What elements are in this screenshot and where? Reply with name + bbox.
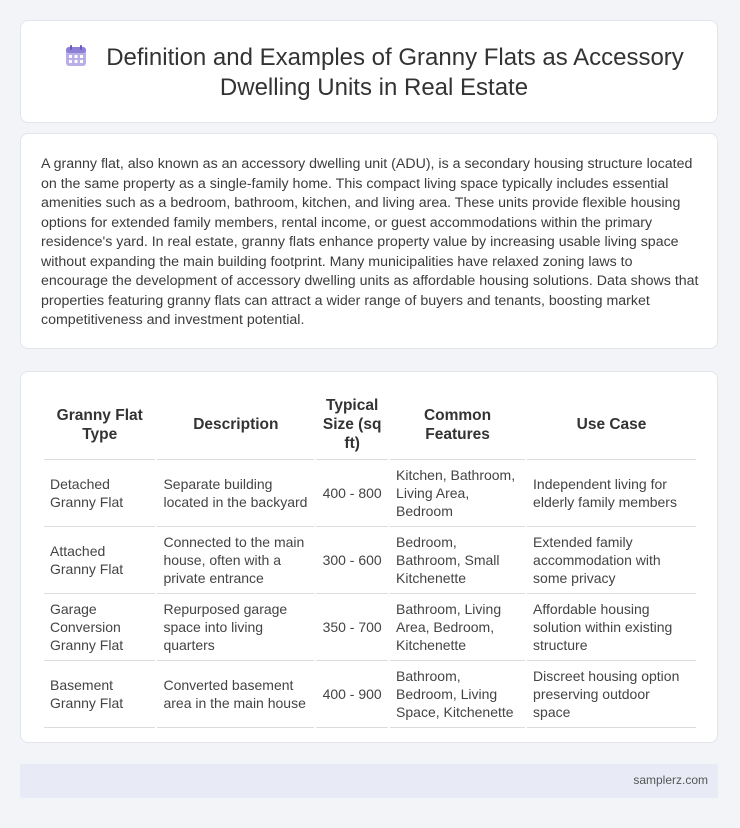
cell-description: Converted basement area in the main house [157,661,314,728]
table-header-row [44,390,696,460]
cell-use-case: Affordable housing solution within existing structure [527,594,696,661]
table-card [20,371,718,743]
cell-size: 350 - 700 [316,594,388,661]
cell-type: Basement Granny Flat [44,661,155,728]
cell-use-case: Discreet housing option preserving outdoor space [527,661,696,728]
cell-size: 400 - 800 [316,460,388,527]
cell-description: Connected to the main house, often with a private entrance [157,527,314,594]
table-row [44,661,696,728]
cell-description: Repurposed garage space into living quarters [157,594,314,661]
source-link[interactable]: samplerz.com [633,773,708,787]
column-header: Typical Size (sq ft) [316,390,388,460]
column-header: Description [157,390,314,460]
cell-use-case: Independent living for elderly family members [527,460,696,527]
granny-flat-table [42,390,698,728]
cell-size: 300 - 600 [316,527,388,594]
column-header: Granny Flat Type [44,390,155,460]
page-title-text: Definition and Examples of Granny Flats as Accessory Dwelling Units in Real Estate [106,44,684,101]
cell-type: Garage Conversion Granny Flat [44,594,155,661]
title-card [20,20,718,123]
cell-use-case: Extended family accommodation with some privacy [527,527,696,594]
table-row [44,460,696,527]
cell-features: Bathroom, Living Area, Bedroom, Kitchenette [390,594,525,661]
cell-description: Separate building located in the backyard [157,460,314,527]
page-title [61,43,687,103]
column-header: Common Features [390,390,525,460]
column-header: Use Case [527,390,696,460]
intro-card [20,133,718,349]
cell-type: Attached Granny Flat [44,527,155,594]
table-row [44,594,696,661]
cell-features: Bedroom, Bathroom, Small Kitchenette [390,527,525,594]
cell-type: Detached Granny Flat [44,460,155,527]
cell-features: Kitchen, Bathroom, Living Area, Bedroom [390,460,525,527]
footer-bar [20,764,718,798]
intro-paragraph: A granny flat, also known as an accessory dwelling unit (ADU), is a secondary housing structure located on the same property as a single-family home. This compact living space typically includes essential amenities such as a bedroom, bathroom, kitchen, and living area. These units provide flexible housing options for extended family members, rental income, or guest accommodations within the primary residence's yard. In real estate, granny flats enhance property value by increasing usable living space without expanding the main building footprint. Many municipalities have relaxed zoning laws to encourage the development of accessory dwelling units as affordable housing solutions. Data shows that properties featuring granny flats can attract a wider range of buyers and tenants, boosting market competitiveness and investment potential. [41,156,699,328]
calendar-grid-icon [64,44,88,68]
cell-size: 400 - 900 [316,661,388,728]
table-row [44,527,696,594]
cell-features: Bathroom, Bedroom, Living Space, Kitchenette [390,661,525,728]
